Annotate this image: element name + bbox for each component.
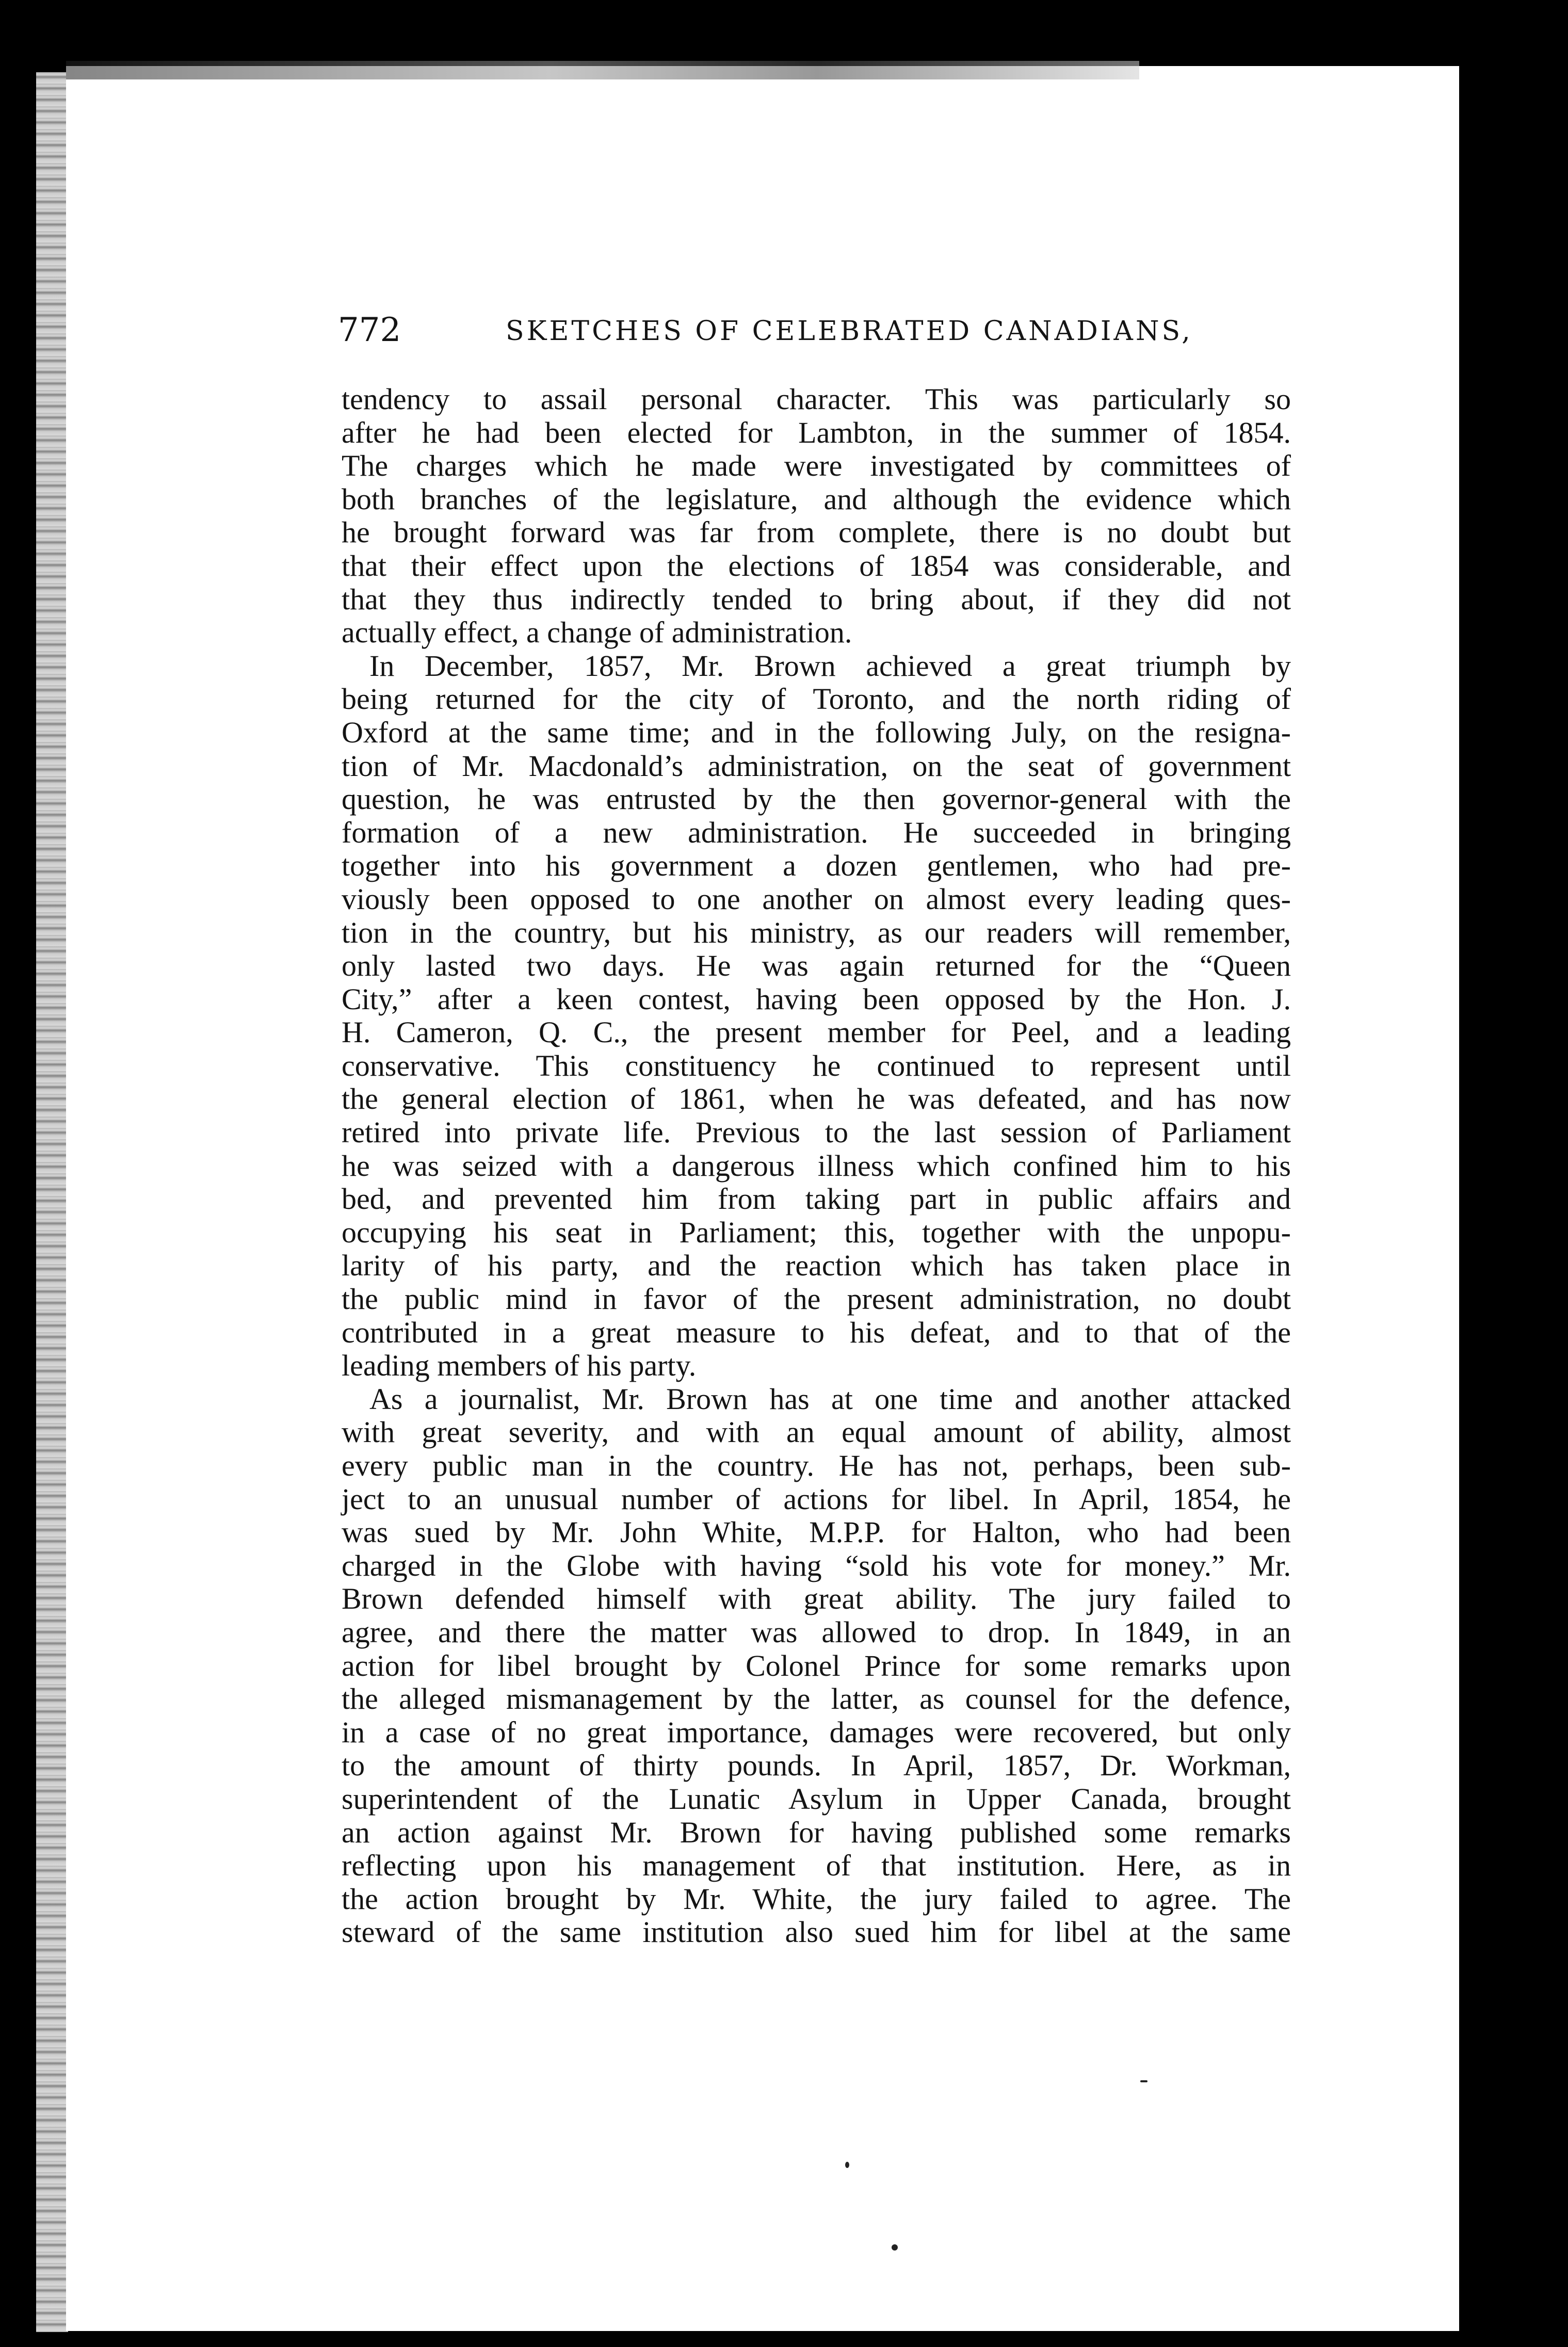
text-line: the general election of 1861, when he was defeated, and has now [342, 1082, 1291, 1116]
text-line: action for libel brought by Colonel Prince for some remarks upon [342, 1648, 1291, 1682]
text-line: viously been opposed to one another on almost every leading ques- [342, 882, 1291, 916]
text-line: actually effect, a change of administration. [342, 616, 852, 650]
text-line: question, he was entrusted by the then governor-general with the [342, 782, 1291, 816]
text-line: after he had been elected for Lambton, in the summer of 1854. [342, 415, 1291, 449]
text-line: In December, 1857, Mr. Brown achieved a great triumph by [369, 649, 1291, 683]
ink-speck [1140, 2080, 1147, 2082]
text-line: steward of the same institution also sued him for libel at the same [342, 1915, 1291, 1949]
text-line: in a case of no great importance, damages were recovered, but only [342, 1715, 1291, 1749]
text-line: to the amount of thirty pounds. In April, 1857, Dr. Workman, [342, 1749, 1291, 1783]
text-line: the public mind in favor of the present administration, no doubt [342, 1282, 1291, 1316]
page-number: 772 [338, 311, 401, 349]
text-line: with great severity, and with an equal amount of ability, almost [342, 1415, 1291, 1449]
text-line: larity of his party, and the reaction which has taken place in [342, 1249, 1291, 1283]
text-line: formation of a new administration. He succeeded in bringing [342, 815, 1291, 849]
text-line: occupying his seat in Parliament; this, together with the unpopu- [342, 1215, 1291, 1249]
page-header [338, 310, 1298, 351]
text-line: tion of Mr. Macdonald’s administration, on the seat of government [342, 749, 1291, 783]
text-line: every public man in the country. He has not, perhaps, been sub- [342, 1449, 1291, 1482]
top-scan-smudge [66, 61, 1139, 79]
text-line: H. Cameron, Q. C., the present member for Peel, and a leading [342, 1015, 1291, 1049]
text-line: City,” after a keen contest, having been opposed by the Hon. J. [342, 982, 1291, 1016]
text-line: Oxford at the same time; and in the following July, on the resigna- [342, 715, 1291, 749]
text-line: As a journalist, Mr. Brown has at one time and another attacked [369, 1382, 1291, 1416]
text-line: that their effect upon the elections of 1854 was considerable, and [342, 548, 1291, 582]
page-edge-shadow [36, 72, 68, 2332]
text-line: only lasted two days. He was again returned for the “Queen [342, 949, 1291, 983]
text-line: tion in the country, but his ministry, as our readers will remember, [342, 915, 1291, 949]
text-line: charged in the Globe with having “sold his vote for money.” Mr. [342, 1548, 1291, 1582]
text-line: contributed in a great measure to his defeat, and to that of the [342, 1315, 1291, 1349]
text-line: the alleged mismanagement by the latter, as counsel for the defence, [342, 1682, 1291, 1716]
text-line: an action against Mr. Brown for having published some remarks [342, 1815, 1291, 1849]
text-line: the action brought by Mr. White, the jury failed to agree. The [342, 1882, 1291, 1916]
text-line: tendency to assail personal character. This was particularly so [342, 382, 1291, 416]
text-line: conservative. This constituency he continued to represent until [342, 1048, 1291, 1082]
ink-speck [845, 2162, 849, 2168]
text-line: being returned for the city of Toronto, and the north riding of [342, 682, 1291, 716]
text-line: he brought forward was far from complete, there is no doubt but [342, 515, 1291, 549]
text-line: leading members of his party. [342, 1349, 697, 1383]
text-line: both branches of the legislature, and although the evidence which [342, 482, 1291, 516]
text-line: was sued by Mr. John White, M.P.P. for Halton, who had been [342, 1515, 1291, 1549]
text-line: superintendent of the Lunatic Asylum in Upper Canada, brought [342, 1782, 1291, 1816]
text-line: reflecting upon his management of that institution. Here, as in [342, 1849, 1291, 1883]
text-line: retired into private life. Previous to the last session of Parliament [342, 1115, 1291, 1150]
text-line: he was seized with a dangerous illness which confined him to his [342, 1148, 1291, 1183]
text-line: together into his government a dozen gentlemen, who had pre- [342, 849, 1291, 883]
text-line: Brown defended himself with great ability. The jury failed to [342, 1582, 1291, 1616]
text-line: The charges which he made were investigated by committees of [342, 449, 1291, 483]
right-scan-border [1470, 108, 1491, 2322]
ink-speck [892, 2244, 898, 2251]
text-line: bed, and prevented him from taking part in public affairs and [342, 1182, 1291, 1216]
body-text [342, 383, 1291, 1949]
text-line: agree, and there the matter was allowed to drop. In 1849, in an [342, 1615, 1291, 1649]
running-head: SKETCHES OF CELEBRATED CANADIANS, [506, 316, 1193, 347]
text-line: that they thus indirectly tended to bring about, if they did not [342, 582, 1291, 616]
text-line: ject to an unusual number of actions for libel. In April, 1854, he [342, 1482, 1291, 1516]
